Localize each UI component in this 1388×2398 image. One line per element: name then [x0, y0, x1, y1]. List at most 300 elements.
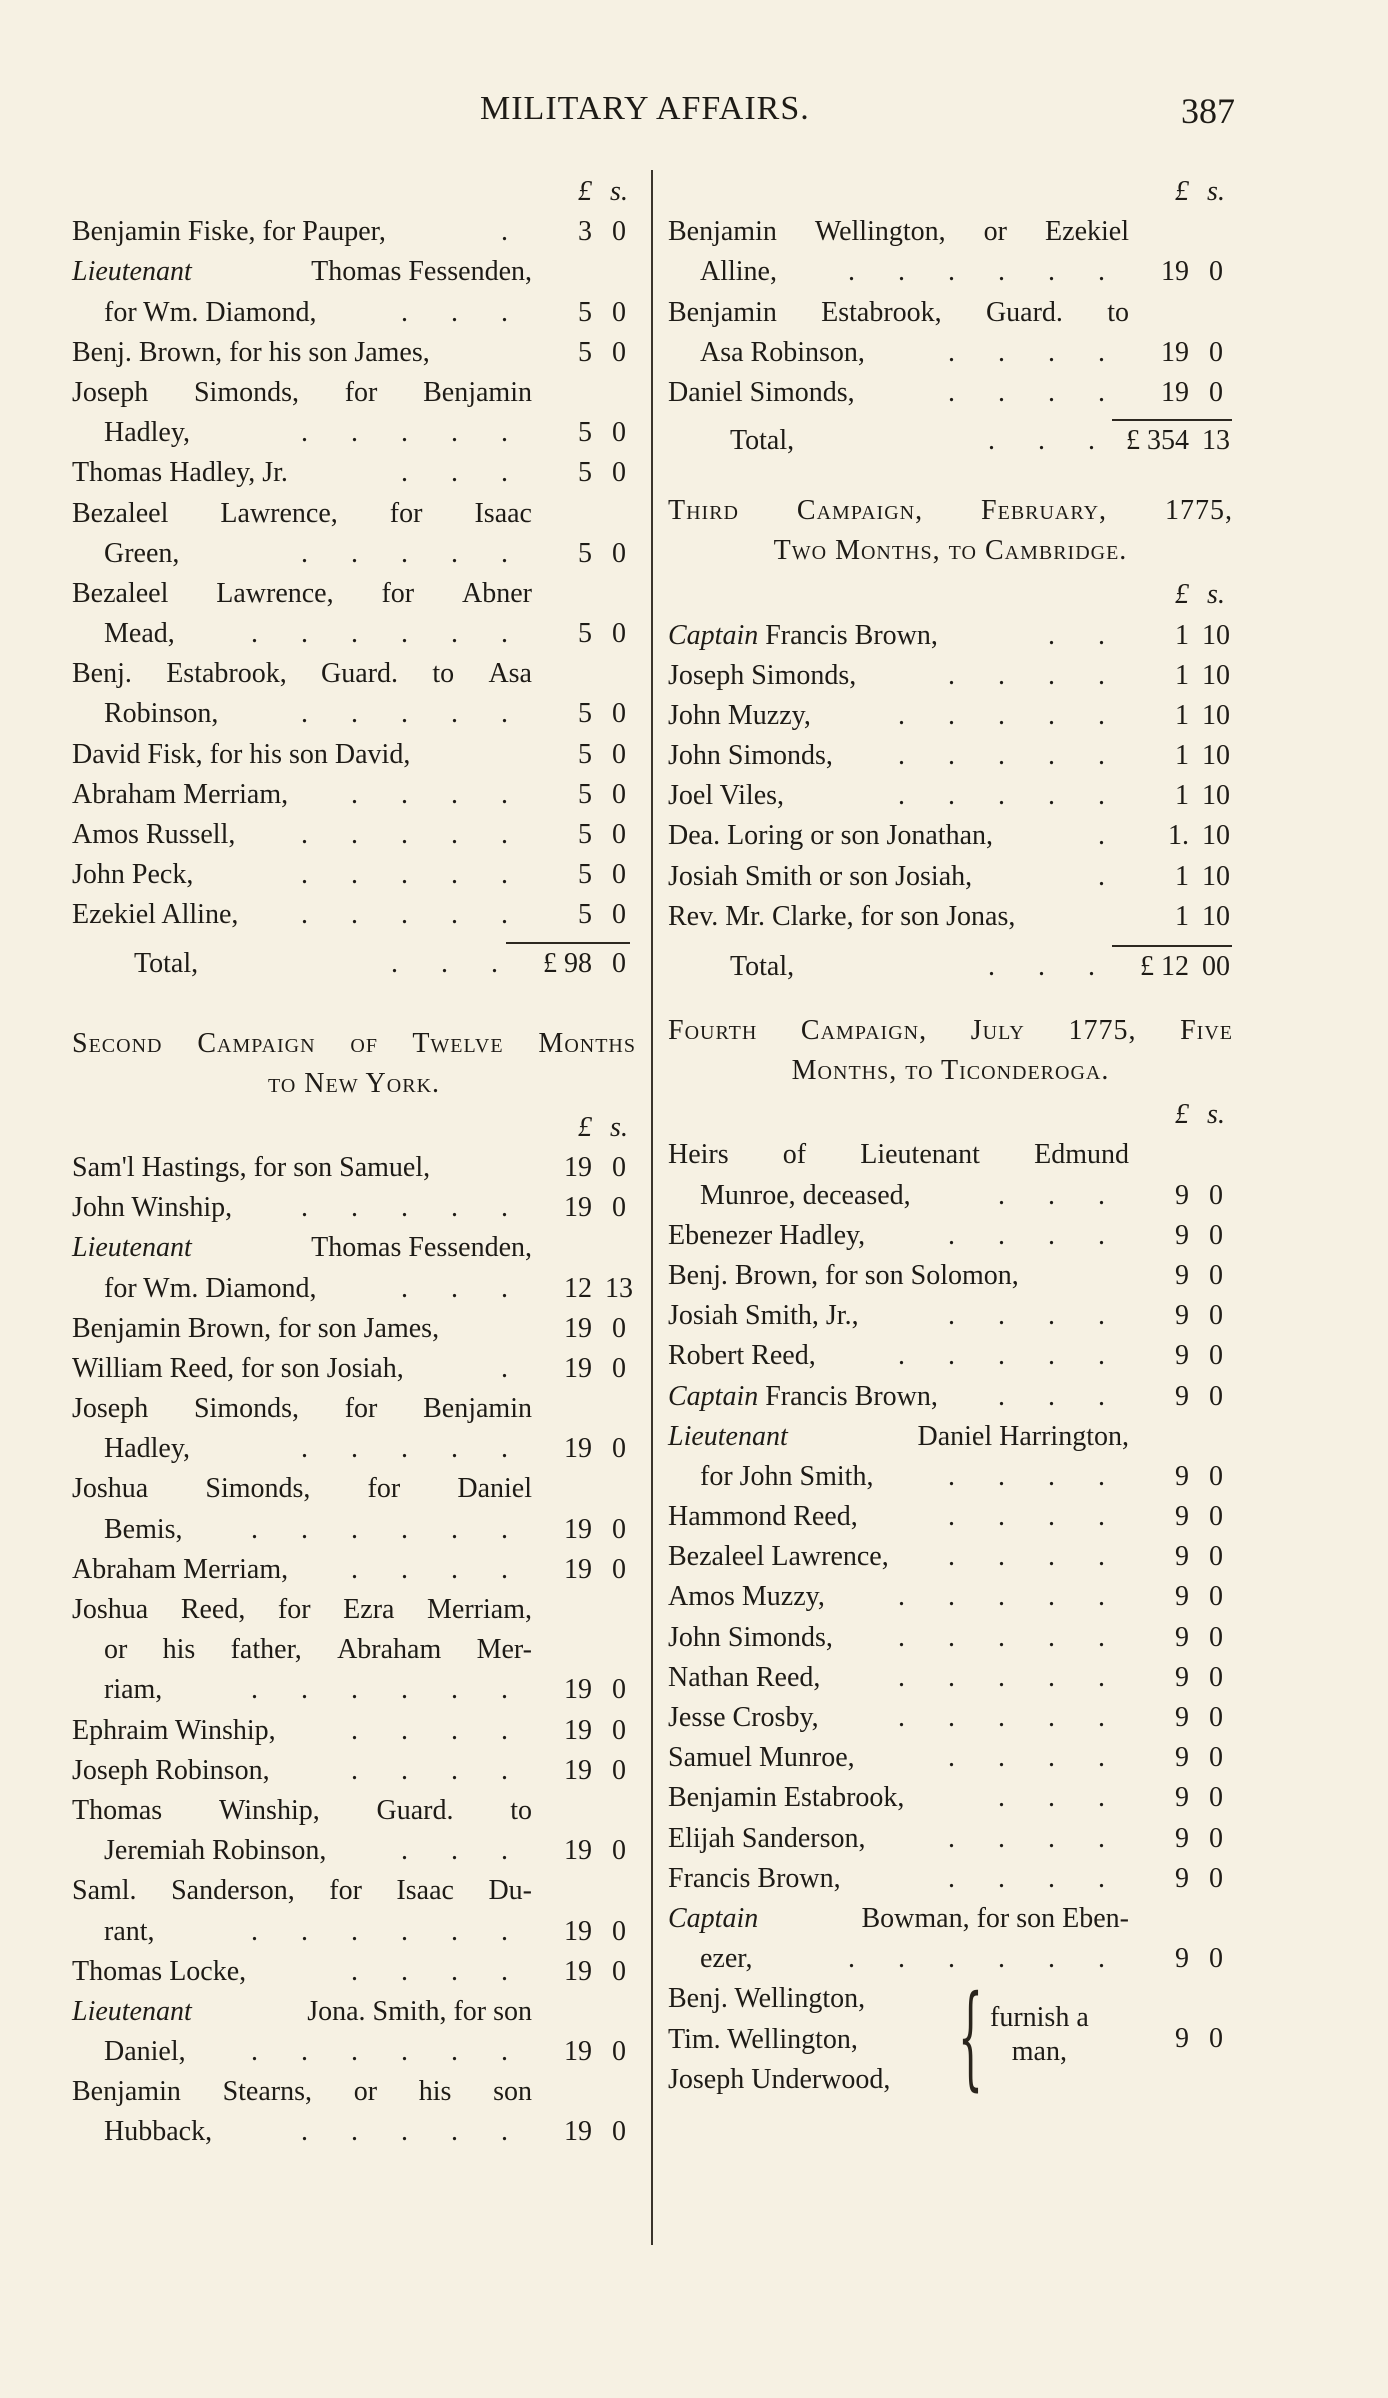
entry-name: Captain Francis Brown,	[668, 619, 938, 651]
entry-line	[668, 656, 1233, 696]
pounds-value: 5	[578, 899, 592, 931]
shillings-value: 0	[612, 1714, 626, 1746]
entry-name: Ebenezer Hadley,	[668, 1219, 866, 1251]
shillings-value: 0	[612, 618, 626, 650]
pounds-value: 9	[1175, 1380, 1189, 1412]
entry-continuation	[72, 293, 636, 333]
word: Benjamin	[423, 376, 532, 408]
word: Isaac	[396, 1875, 454, 1907]
heading-line: Months, to Ticonderoga.	[791, 1055, 1110, 1087]
entry-line	[72, 252, 636, 292]
shillings-value: 0	[612, 1754, 626, 1786]
dot-leader: . . . . .	[898, 780, 1123, 812]
entry-name: Mead,	[104, 618, 175, 650]
entry-continuation	[668, 333, 1233, 373]
entry-line	[72, 1871, 636, 1911]
entry-name: ezer,	[700, 1943, 753, 1975]
entry-line	[668, 1135, 1233, 1175]
word: father,	[230, 1634, 302, 1666]
dot-leader: . . . . .	[898, 1621, 1123, 1653]
total-label: Total,	[730, 425, 795, 457]
word: for	[389, 497, 423, 529]
dot-leader: . . . .	[351, 778, 526, 810]
entry-continuation	[72, 1912, 636, 1952]
dot-leader: . . .	[998, 1179, 1123, 1211]
entry-line	[72, 654, 636, 694]
word: Saml.	[72, 1875, 137, 1907]
word: Guard.	[985, 296, 1063, 328]
entry-name: Francis Brown,	[668, 1862, 841, 1894]
entry-line	[72, 1952, 636, 1992]
dot-leader: . .	[1048, 619, 1123, 651]
entry-line	[668, 1698, 1233, 1738]
word: Joshua	[72, 1473, 149, 1505]
entry-name: John Peck,	[72, 859, 194, 891]
entry-line	[668, 1377, 1233, 1417]
entry-continuation	[668, 1176, 1233, 1216]
entry-name: Josiah Smith, Jr.,	[668, 1300, 859, 1332]
currency-header	[668, 575, 1233, 615]
dot-leader: . . .	[401, 1835, 526, 1867]
pounds-value: 5	[578, 738, 592, 770]
entry-line	[668, 1859, 1233, 1899]
dot-leader: . . . . .	[301, 859, 526, 891]
entry-name	[72, 1469, 532, 1509]
shillings-unit: s.	[1207, 579, 1225, 611]
shillings-value: 0	[1209, 376, 1223, 408]
word: Heirs	[668, 1139, 729, 1171]
pounds-unit: £	[1175, 176, 1189, 207]
entry-line	[668, 736, 1233, 776]
pounds-value: 9	[1175, 1822, 1189, 1854]
pounds-value: 19	[1161, 256, 1189, 288]
entry-name: Lieutenant Thomas Fessenden,	[72, 252, 532, 292]
pounds-value: 19	[564, 2116, 592, 2148]
pounds-value: 3	[578, 216, 592, 248]
word: Simonds,	[193, 1393, 299, 1425]
entry-line	[668, 897, 1233, 937]
word: Joshua	[72, 1594, 149, 1625]
pounds-value: 9	[1175, 1862, 1189, 1894]
entry-name: Robinson,	[104, 698, 219, 730]
shillings-value: 0	[612, 417, 626, 449]
shillings-value: 0	[612, 296, 626, 328]
rank-prefix: Lieutenant	[668, 1420, 788, 1452]
entry-name: John Winship,	[72, 1192, 233, 1224]
entry-name: Joseph Underwood,	[668, 2063, 891, 2095]
entry-name: Nathan Reed,	[668, 1661, 821, 1693]
word: Ezra	[343, 1594, 395, 1625]
pounds-value: 19	[1161, 376, 1189, 408]
entry-name: Benjamin Estabrook,	[668, 1782, 905, 1814]
shillings-value: 10	[1202, 860, 1230, 892]
entry-name: Green,	[104, 537, 180, 569]
left-column	[72, 172, 636, 2153]
entry-line	[668, 1899, 1233, 1939]
shillings-value: 0	[612, 537, 626, 569]
word: Thomas	[72, 1794, 163, 1826]
entry-name: Lieutenant Thomas Fessenden,	[72, 1228, 532, 1268]
shillings-unit: s.	[610, 1111, 628, 1143]
entry-line	[668, 1256, 1233, 1296]
total-shillings: 00	[1202, 951, 1230, 982]
word: Lieutenant	[860, 1139, 980, 1171]
running-title: MILITARY AFFAIRS.	[480, 90, 810, 127]
dot-leader: . . . . .	[301, 2116, 526, 2148]
pounds-value: 5	[578, 537, 592, 569]
entry-name: Captain Francis Brown,	[668, 1380, 938, 1412]
entry-name: Benj. Brown, for son Solomon,	[668, 1259, 1019, 1291]
entry-line	[668, 1296, 1233, 1336]
entry-name	[668, 1135, 1129, 1175]
entry-continuation	[72, 2032, 636, 2072]
entry-line	[72, 775, 636, 815]
section-heading	[668, 491, 1233, 571]
word: Guard.	[321, 658, 399, 690]
dot-leader: . . . .	[948, 1219, 1123, 1251]
entry-line	[72, 1550, 636, 1590]
pounds-value: 9	[1175, 1661, 1189, 1693]
dot-leader: .	[1098, 860, 1123, 892]
entry-name	[72, 1389, 532, 1429]
entry-name: Robert Reed,	[668, 1340, 816, 1372]
word: Bezaleel	[72, 497, 169, 529]
entry-continuation	[72, 1269, 636, 1309]
total-shillings: 13	[1202, 425, 1230, 457]
running-header	[70, 90, 1235, 140]
pounds-value: 5	[578, 457, 592, 489]
pounds-value: 19	[564, 1352, 592, 1384]
pounds-value: 19	[564, 1754, 592, 1786]
currency-header	[668, 1095, 1233, 1135]
entry-line	[72, 895, 636, 935]
word: Ezekiel	[1045, 216, 1129, 248]
entry-name: Lieutenant Daniel Harrington,	[668, 1417, 1129, 1457]
shillings-value: 0	[1209, 2023, 1223, 2055]
entry-continuation	[668, 1457, 1233, 1497]
entry-line	[668, 1819, 1233, 1859]
shillings-value: 0	[1209, 1661, 1223, 1693]
entry-name: Jesse Crosby,	[668, 1702, 819, 1733]
shillings-value: 0	[1209, 1822, 1223, 1854]
entry-line	[668, 696, 1233, 736]
entry-name: Lieutenant Jona. Smith, for son	[72, 1992, 532, 2032]
entry-name: for Wm. Diamond,	[104, 296, 317, 328]
pounds-value: 9	[1175, 1702, 1189, 1733]
entry-line	[72, 1791, 636, 1831]
word: to	[1107, 296, 1129, 328]
section-heading	[668, 1011, 1233, 1091]
spacer	[668, 461, 1233, 491]
curly-brace: {	[958, 1972, 983, 2103]
shillings-value: 0	[1209, 1501, 1223, 1533]
pounds-value: 19	[564, 2036, 592, 2068]
shillings-value: 0	[1209, 1460, 1223, 1492]
dot-leader: . . . . . .	[251, 1915, 526, 1947]
entry-name: Josiah Smith or son Josiah,	[668, 860, 973, 892]
entry-name: Dea. Loring or son Jonathan,	[668, 820, 994, 852]
word: Joseph	[72, 376, 149, 408]
dot-leader: . . . . .	[898, 1340, 1123, 1372]
entry-line	[668, 1336, 1233, 1376]
word: Estabrook,	[821, 296, 942, 328]
pounds-value: 1.	[1168, 820, 1189, 852]
dot-leader: . . . .	[948, 1742, 1123, 1774]
entry-name: Bemis,	[104, 1513, 183, 1545]
dot-leader: . . . .	[948, 1862, 1123, 1894]
entry-line	[72, 574, 636, 614]
shillings-value: 0	[1209, 1300, 1223, 1332]
word: Lawrence,	[220, 497, 338, 529]
entry-name: John Muzzy,	[668, 699, 811, 731]
entry-line	[72, 1148, 636, 1188]
shillings-value: 0	[1209, 1340, 1223, 1372]
word: or	[983, 216, 1007, 248]
entry-line	[668, 1497, 1233, 1537]
pounds-value: 1	[1175, 699, 1189, 731]
entry-line	[72, 1992, 636, 2032]
entry-name: Abraham Merriam,	[72, 778, 289, 810]
shillings-value: 0	[612, 859, 626, 891]
shillings-value: 0	[1209, 1742, 1223, 1774]
dot-leader: . . .	[401, 296, 526, 328]
heading-line: Second Campaign of Twelve Months	[72, 1027, 636, 1059]
entry-line	[72, 333, 636, 373]
entry-line	[72, 1751, 636, 1791]
pounds-value: 9	[1175, 2023, 1189, 2055]
entry-name: Tim. Wellington,	[668, 2023, 858, 2055]
pounds-value: 19	[564, 1955, 592, 1987]
dot-leader: . . . .	[351, 1714, 526, 1746]
pounds-value: 19	[564, 1674, 592, 1706]
dot-leader: . . . . . .	[848, 256, 1123, 288]
total-pounds: £ 98	[543, 947, 592, 979]
word: Benjamin	[423, 1393, 532, 1425]
pounds-value: 9	[1175, 1340, 1189, 1372]
dot-leader: . . .	[401, 1272, 526, 1304]
dot-leader: . . . . .	[898, 1702, 1123, 1733]
entry-name: John Simonds,	[668, 1621, 833, 1653]
word: Wellington,	[814, 216, 946, 248]
entry-line	[668, 373, 1233, 413]
total-label: Total,	[730, 951, 795, 982]
entry-line	[668, 1738, 1233, 1778]
currency-header	[72, 172, 636, 212]
shillings-value: 0	[612, 1513, 626, 1545]
shillings-value: 0	[1209, 1782, 1223, 1814]
entry-line	[668, 212, 1233, 252]
entry-name: Joel Viles,	[668, 780, 785, 812]
dot-leader: . . . . .	[301, 698, 526, 730]
brace-note-line: man,	[1011, 2036, 1067, 2068]
shillings-value: 0	[612, 778, 626, 810]
pounds-unit: £	[1175, 579, 1189, 611]
shillings-value: 10	[1202, 900, 1230, 932]
dot-leader: . . . . .	[301, 899, 526, 931]
heading-line: Two Months, to Cambridge.	[773, 535, 1128, 567]
word: of	[782, 1139, 807, 1171]
word: for	[344, 376, 378, 408]
pounds-unit: £	[1175, 1099, 1189, 1131]
entry-line	[668, 1577, 1233, 1617]
entry-name	[72, 1871, 532, 1911]
shillings-value: 0	[1209, 1862, 1223, 1894]
pounds-value: 9	[1175, 1259, 1189, 1291]
word: for	[344, 1393, 378, 1425]
entry-name: Munroe, deceased,	[700, 1179, 911, 1211]
entry-name: Hammond Reed,	[668, 1501, 858, 1533]
pounds-unit: £	[578, 176, 592, 207]
pounds-value: 19	[564, 1513, 592, 1545]
shillings-value: 10	[1202, 699, 1230, 731]
dot-leader: . . . .	[948, 1300, 1123, 1332]
dot-leader: . . . . . .	[251, 618, 526, 650]
entry-line	[72, 1389, 636, 1429]
word: for	[367, 1473, 401, 1505]
total-shillings: 0	[612, 947, 626, 979]
dot-leader: . . . .	[948, 659, 1123, 691]
dot-leader: . . .	[998, 1380, 1123, 1412]
dot-leader: . . .	[391, 947, 516, 979]
dot-leader: . . . . .	[301, 1192, 526, 1224]
entry-line	[72, 815, 636, 855]
entry-line	[72, 1469, 636, 1509]
pounds-value: 9	[1175, 1300, 1189, 1332]
pounds-value: 9	[1175, 1219, 1189, 1251]
pounds-value: 9	[1175, 1541, 1189, 1573]
entry-name: Daniel Simonds,	[668, 376, 855, 408]
shillings-value: 0	[612, 2116, 626, 2148]
pounds-value: 1	[1175, 740, 1189, 772]
word: Abner	[462, 577, 532, 609]
entry-line	[668, 293, 1233, 333]
pounds-value: 5	[578, 336, 592, 368]
shillings-value: 0	[1209, 1541, 1223, 1573]
rank-prefix: Captain	[668, 1902, 759, 1934]
shillings-value: 0	[612, 1151, 626, 1183]
shillings-value: 0	[1209, 1621, 1223, 1653]
entry-name	[72, 574, 532, 614]
entry-continuation	[72, 1831, 636, 1871]
pounds-value: 5	[578, 417, 592, 449]
entry-name: Abraham Merriam,	[72, 1553, 289, 1585]
word: for	[381, 577, 415, 609]
shillings-value: 0	[612, 457, 626, 489]
entry-line	[72, 373, 636, 413]
entry-line	[668, 1658, 1233, 1698]
pounds-value: 19	[564, 1714, 592, 1746]
pounds-unit: £	[578, 1111, 592, 1143]
shillings-value: 10	[1202, 619, 1230, 651]
rank-prefix: Captain	[668, 1380, 759, 1412]
word: Estabrook,	[166, 658, 287, 690]
brace-note-line: furnish a	[990, 2002, 1089, 2034]
shillings-value: 0	[1209, 1581, 1223, 1613]
dot-leader: . . . . . .	[251, 1674, 526, 1706]
pounds-value: 1	[1175, 900, 1189, 932]
heading-line: Third Campaign, February, 1775,	[668, 495, 1233, 527]
pounds-value: 19	[564, 1192, 592, 1224]
shillings-value: 0	[612, 1915, 626, 1947]
dot-leader: . . . .	[948, 1460, 1123, 1492]
pounds-value: 1	[1175, 780, 1189, 812]
dot-leader: . . . . .	[301, 1433, 526, 1465]
entry-name: William Reed, for son Josiah,	[72, 1352, 404, 1384]
entry-continuation	[72, 694, 636, 734]
shillings-value: 0	[1209, 1219, 1223, 1251]
entry-name: Hadley,	[104, 417, 191, 449]
shillings-value: 0	[612, 1955, 626, 1987]
entry-name: Ephraim Winship,	[72, 1714, 276, 1746]
braced-entry	[668, 1972, 1233, 2103]
word: Benjamin	[668, 216, 777, 248]
pounds-value: 1	[1175, 659, 1189, 691]
entry-line	[72, 1349, 636, 1389]
word: Guard.	[376, 1794, 454, 1826]
entry-name: Captain Bowman, for son Eben-	[668, 1899, 1129, 1939]
word: his	[418, 2076, 452, 2108]
word: his	[162, 1634, 196, 1666]
currency-header	[72, 1108, 636, 1148]
column-divider	[651, 170, 653, 2245]
total-row	[72, 944, 636, 984]
entry-continuation	[72, 614, 636, 654]
entry-line	[72, 1309, 636, 1349]
dot-leader: . . .	[988, 425, 1113, 457]
shillings-unit: s.	[610, 176, 628, 207]
entry-name	[72, 1590, 532, 1630]
shillings-value: 0	[612, 1192, 626, 1224]
entry-line	[72, 1188, 636, 1228]
dot-leader: . . .	[988, 951, 1113, 982]
spacer	[668, 987, 1233, 1011]
word: Abraham	[337, 1634, 442, 1666]
entry-name	[104, 1630, 532, 1670]
pounds-value: 9	[1175, 1501, 1189, 1533]
pounds-value: 5	[578, 819, 592, 850]
word: Asa	[488, 658, 532, 690]
dot-leader: . . . .	[948, 1822, 1123, 1854]
word: son	[493, 2076, 532, 2108]
shillings-value: 0	[612, 1553, 626, 1585]
entry-continuation	[72, 1510, 636, 1550]
shillings-value: 0	[1209, 1702, 1223, 1733]
entry-name	[72, 1791, 532, 1831]
heading-line: to New York.	[267, 1067, 441, 1099]
entry-name: Thomas Hadley, Jr.	[72, 457, 288, 489]
shillings-value: 0	[1209, 1259, 1223, 1291]
entry-continuation	[668, 252, 1233, 292]
entry-continuation	[72, 2112, 636, 2152]
shillings-value: 0	[612, 216, 626, 248]
total-label: Total,	[134, 947, 199, 979]
shillings-value: 0	[1209, 1380, 1223, 1412]
shillings-value: 0	[612, 1433, 626, 1465]
total-pounds: £ 354	[1126, 425, 1189, 457]
dot-leader: . . . .	[948, 1541, 1123, 1573]
brace-note	[990, 2001, 1089, 2069]
pounds-value: 1	[1175, 860, 1189, 892]
pounds-value: 5	[578, 296, 592, 328]
entry-name: John Simonds,	[668, 740, 833, 772]
shillings-value: 0	[612, 698, 626, 730]
word: Benjamin	[72, 2076, 181, 2108]
entry-line	[72, 494, 636, 534]
entry-name: Benj. Brown, for his son James,	[72, 336, 430, 368]
shillings-value: 0	[612, 1352, 626, 1384]
entry-line	[668, 857, 1233, 897]
pounds-value: 9	[1175, 1742, 1189, 1774]
